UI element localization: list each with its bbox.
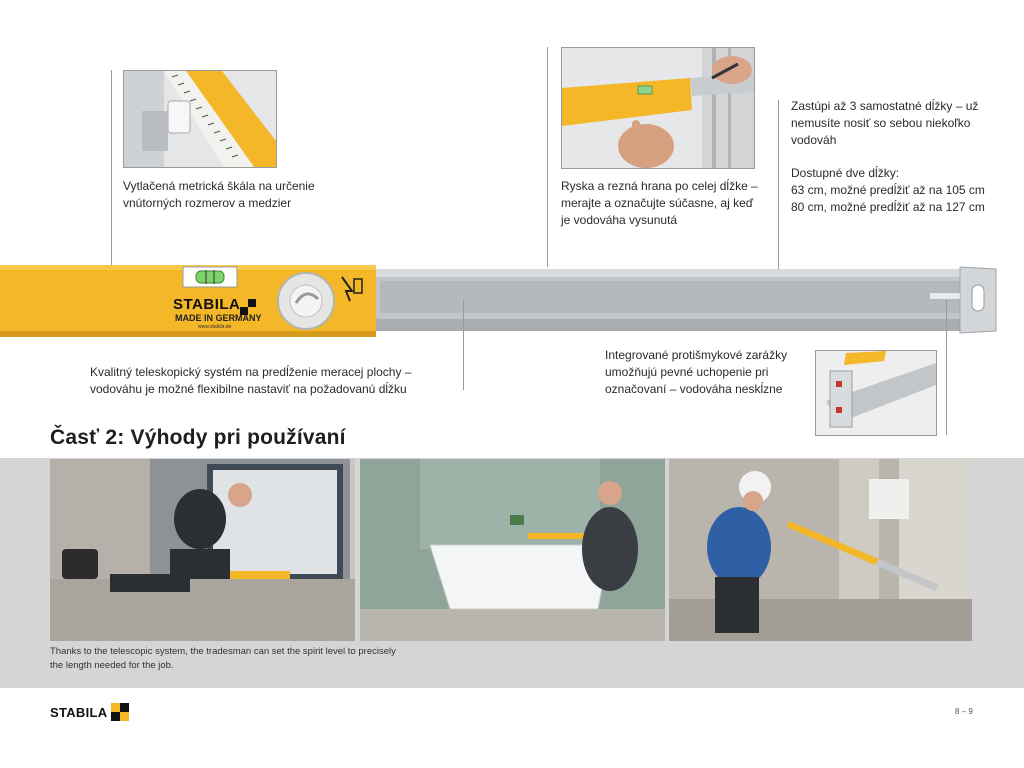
usage-caption: Thanks to the telescopic system, the tradesman can set the spirit level to precisely the length needed for the job. (50, 646, 396, 671)
callout-replace-text: Zastúpi až 3 samostatné dĺžky – už nemusíte nosiť so sebou niekoľko vodováh (791, 99, 979, 147)
antislip-closeup-image (816, 351, 936, 435)
level-made-in-label: MADE IN GERMANY (175, 313, 262, 323)
callout-scale-text: Vytlačená metrická škála na určenie vnútorných rozmerov a medzier (123, 179, 315, 210)
callout-telescopic-text: Kvalitný teleskopický systém na predĺženie meracej plochy – vodováhu je možné flexibilne nastaviť na požadovanú dĺžku (90, 365, 412, 396)
usage-photo-bathtub (360, 459, 665, 641)
callout-line-telescopic (463, 300, 464, 390)
stabila-logo-icon (111, 703, 129, 721)
usage-photo-bathtub-image (360, 459, 665, 641)
callout-marking-text: Ryska a rezná hrana po celej dĺžke – merajte a označujte súčasne, aj keď je vodováha vysunutá (561, 179, 758, 227)
marking-closeup-photo (561, 47, 755, 169)
level-url-label: www.stabila.de (198, 324, 232, 330)
usage-photo-floor-image (50, 459, 355, 641)
page-number: 8 – 9 (955, 707, 973, 716)
callout-line-marking (547, 47, 548, 267)
footer-logo (50, 703, 129, 721)
length-80-text: 80 cm, možné predĺžiť až na 127 cm (791, 200, 985, 214)
callout-line-scale (111, 70, 112, 266)
spirit-level-product (0, 265, 1000, 337)
usage-photo-floor (50, 459, 355, 641)
level-brand-label: STABILA (173, 296, 241, 313)
scale-closeup-image (124, 71, 276, 167)
section-title: Časť 2: Výhody pri používaní (50, 426, 346, 449)
callout-antislip-text: Integrované protišmykové zarážky umožňujú pevné uchopenie pri označovaní – vodováha neskĺzne (605, 348, 788, 396)
spirit-level-image (0, 265, 1000, 337)
usage-photo-wall-image (669, 459, 972, 641)
usage-photo-wall (669, 459, 972, 641)
marking-closeup-image (562, 48, 754, 168)
scale-closeup-photo (123, 70, 277, 168)
lengths-title: Dostupné dve dĺžky: (791, 166, 900, 180)
callout-line-antislip (946, 300, 947, 435)
callout-line-lengths (778, 100, 779, 290)
length-63-text: 63 cm, možné predĺžiť až na 105 cm (791, 183, 985, 197)
footer-brand: STABILA (50, 704, 108, 720)
antislip-closeup-photo (815, 350, 937, 436)
